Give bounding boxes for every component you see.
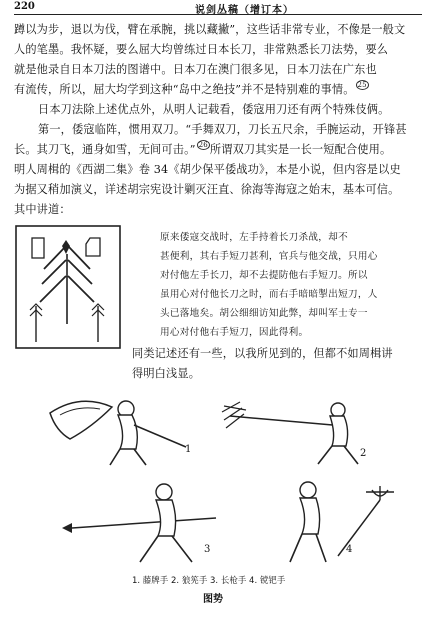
langxian-bearer-illustration	[220, 398, 380, 468]
sword-diagram-illustration	[14, 224, 122, 350]
body-line: 第一，倭寇临阵，惯用双刀。“手舞双刀，刀长五尺余，手腕运动，开锋甚	[38, 123, 407, 136]
shield-bearer-illustration	[40, 395, 190, 470]
body-line: 就是他录自日本刀法的图谱中。日本刀在澳门很多见，日本刀法在广东也	[14, 63, 377, 76]
body-line: 日本刀法除上述优点外，从明人记载看，倭寇用刀还有两个特殊伎俩。	[38, 103, 390, 116]
body-line: 有流传，所以，屈大均学到这种“岛中之绝技”并不是特别难的事情。 $^{25}$	[14, 81, 367, 96]
figure-number: 4	[346, 544, 353, 555]
body-line: 其中讲道：	[14, 203, 71, 216]
figure-number: 2	[360, 448, 367, 459]
body-line: 得明白浅显。	[132, 367, 201, 380]
footnote-mark: 25	[357, 81, 367, 89]
quote-line: 原来倭寇交战时，左手持着长刀杀战，却不	[160, 232, 348, 243]
body-line: 为据又稍加演义，详述胡宗宪设计剿灭汪直、徐海等海寇之始末，基本可信。	[14, 183, 400, 196]
figure-title: 图势	[203, 594, 223, 605]
body-line: 同类记述还有一些，以我所见到的，但都不如周楫讲	[132, 347, 393, 360]
quote-line: 用心对付他右手短刀，因此得利。	[160, 327, 309, 338]
body-line: 蹲以为步，退以为伐，臂在承腕，挑以藏撇”，这些话非常专业，不像是一般文	[14, 23, 406, 36]
running-title: 说剑丛稿（增订本）	[195, 5, 294, 16]
dangba-bearer-illustration	[262, 472, 412, 568]
header-rule	[14, 14, 422, 15]
page-number: 220	[14, 1, 35, 12]
footnote-mark: 26	[198, 141, 208, 149]
body-line: 人的笔墨。我怀疑，要么屈大均曾练过日本长刀，非常熟悉长刀法势，要么	[14, 43, 389, 56]
quote-line: 头已落地矣。胡公细细访知此弊，却叫军士专一	[160, 308, 368, 319]
quote-line: 虽用心对付他长刀之时，而右手暗暗掣出短刀，人	[160, 289, 378, 300]
quote-line: 甚便利，其右手短刀甚利，官兵与他交战，只用心	[160, 251, 378, 262]
quote-line: 对付他左手长刀，却不去提防他右手短刀。所以	[160, 270, 368, 281]
body-line: 长。其刀飞，通身如雪，无间可击。” $^{26}$ 所谓双刀其实是一长一短配合使用。	[14, 141, 392, 156]
figure-number: 3	[204, 544, 211, 555]
body-line: 明人周楫的《西湖二集》卷 34《胡少保平倭战功》，本是小说，但内容是以史	[14, 163, 401, 176]
figure-number: 1	[185, 444, 192, 455]
figure-caption: 1. 藤牌手 2. 狼筅手 3. 长枪手 4. 镋钯手	[132, 576, 286, 586]
spearman-illustration	[60, 478, 220, 568]
page-header	[0, 0, 437, 16]
